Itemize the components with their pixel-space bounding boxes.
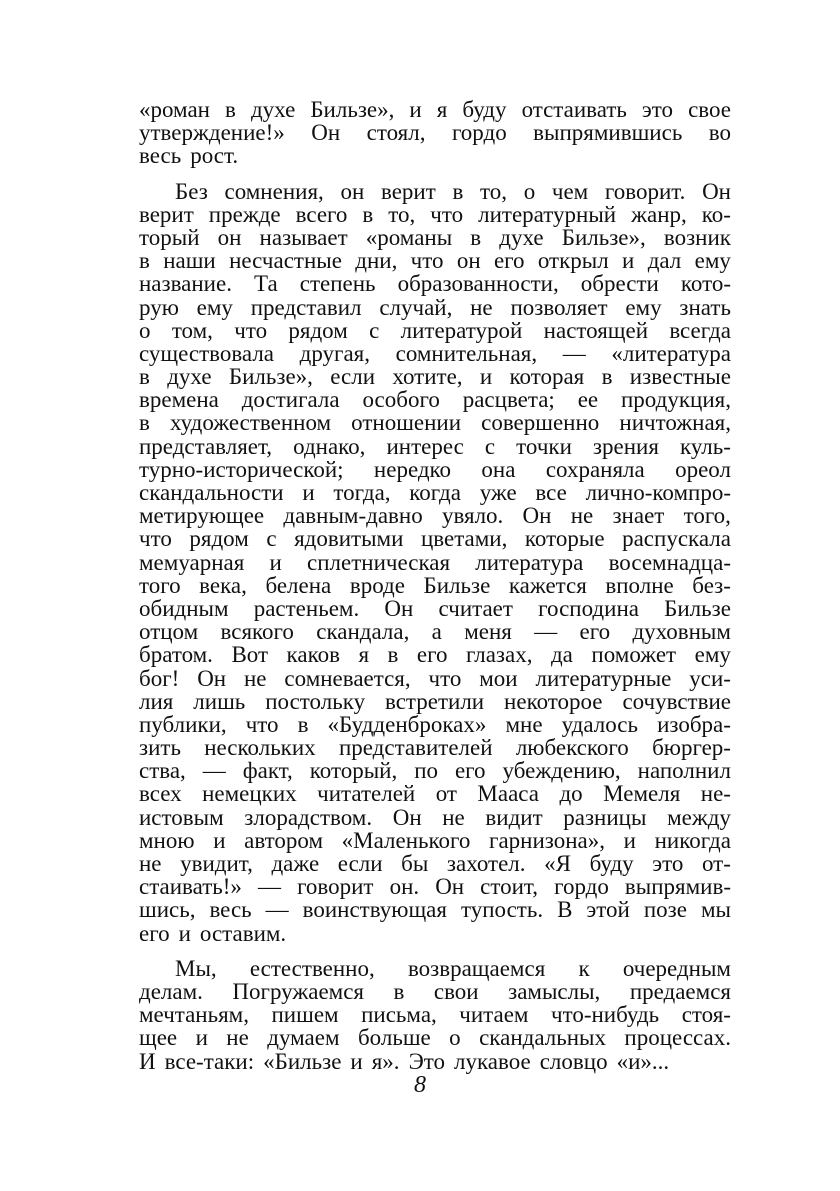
text-line: щее и не думаем больше о скандальных процессах.: [139, 1025, 731, 1051]
text-line: название. Та степень образованности, обрести кото-: [139, 271, 731, 297]
text-line: публики, что в «Будденброках» мне удалось изобра-: [139, 711, 731, 737]
text-line: скандальности и тогда, когда уже все лично-компро-: [139, 480, 731, 505]
text-line: И все-таки: «Бильзе и я». Это лукавое словцо «и»...: [139, 1048, 670, 1074]
text-line: зить нескольких представителей любекского бюргер-: [139, 735, 731, 761]
page-body: [139, 98, 731, 1073]
text-line: не увидит, даже если бы захотел. «Я буду это от-: [139, 851, 731, 876]
text-line: верит прежде всего в то, что литературный жанр, ко-: [139, 201, 731, 227]
text-line: его и оставим.: [139, 920, 287, 946]
paragraph: [139, 957, 731, 1073]
text-line: ства, — факт, который, по его убеждению, наполнил: [139, 758, 731, 784]
text-line: в наши несчастные дни, что он его открыл и дал ему: [139, 248, 731, 274]
text-line: лия лишь постольку встретили некоторое сочувствие: [139, 688, 731, 714]
text-line: всех немецких читателей от Мааса до Мемеля не-: [139, 781, 731, 807]
text-line: мемуарная и сплетническая литература восемнадца-: [139, 549, 731, 575]
text-line: того века, белена вроде Бильзе кажется вполне без-: [139, 572, 731, 598]
paragraph: [139, 98, 731, 168]
text-line: братом. Вот каков я в его глазах, да поможет ему: [139, 642, 731, 668]
text-line: в художественном отношении совершенно ничтожная,: [139, 410, 731, 436]
paragraph: [139, 180, 731, 945]
page-number: 8: [414, 1072, 426, 1098]
text-line: что рядом с ядовитыми цветами, которые распускала: [139, 526, 731, 552]
text-line: рую ему представил случай, не позволяет ему знать: [139, 294, 731, 320]
text-line: турно-исторической; нередко она сохраняла ореол: [139, 456, 731, 482]
text-line: существовала другая, сомнительная, — «литература: [139, 340, 731, 366]
text-line: утверждение!» Он стоял, гордо выпрямившись во: [139, 120, 731, 146]
text-line: в духе Бильзе», если хотите, и которая в известные: [139, 364, 731, 390]
text-line: мечтаньям, пишем письма, читаем что-нибудь стоя-: [139, 1002, 731, 1028]
text-line: мною и автором «Маленького гарнизона», и никогда: [139, 827, 731, 853]
text-line: шись, весь — воинствующая тупость. В этой позе мы: [139, 897, 731, 923]
text-line: времена достигала особого расцвета; ее продукция,: [139, 387, 731, 413]
text-line: отцом всякого скандала, а меня — его духовным: [139, 619, 731, 645]
text-line: представляет, однако, интерес с точки зрения куль-: [139, 433, 731, 459]
text-line: делам. Погружаемся в свои замыслы, предаемся: [139, 978, 731, 1004]
text-line: обидным растеньем. Он считает господина Бильзе: [139, 595, 731, 621]
text-line: стаивать!» — говорит он. Он стоит, гордо выпрямив-: [139, 874, 731, 900]
text-line: Мы, естественно, возвращаемся к очередным: [175, 955, 731, 981]
text-line: истовым злорадством. Он не видит разницы между: [139, 804, 731, 830]
text-line: о том, что рядом с литературой настоящей всегда: [139, 317, 731, 343]
paragraph-gap: [139, 945, 731, 957]
text-line: весь рост.: [139, 143, 239, 169]
text-line: метирующее давным-давно увяло. Он не знает того,: [139, 503, 731, 529]
text-line: торый он называет «романы в духе Бильзе», возник: [139, 224, 731, 250]
text-line: бог! Он не сомневается, что мои литературные уси-: [139, 665, 731, 691]
text-line: «роман в духе Бильзе», и я буду отстаивать это свое: [139, 97, 731, 122]
paragraph-gap: [139, 168, 731, 180]
text-body: [139, 98, 731, 1073]
text-line: Без сомнения, он верит в то, о чем говорит. Он: [175, 178, 731, 204]
